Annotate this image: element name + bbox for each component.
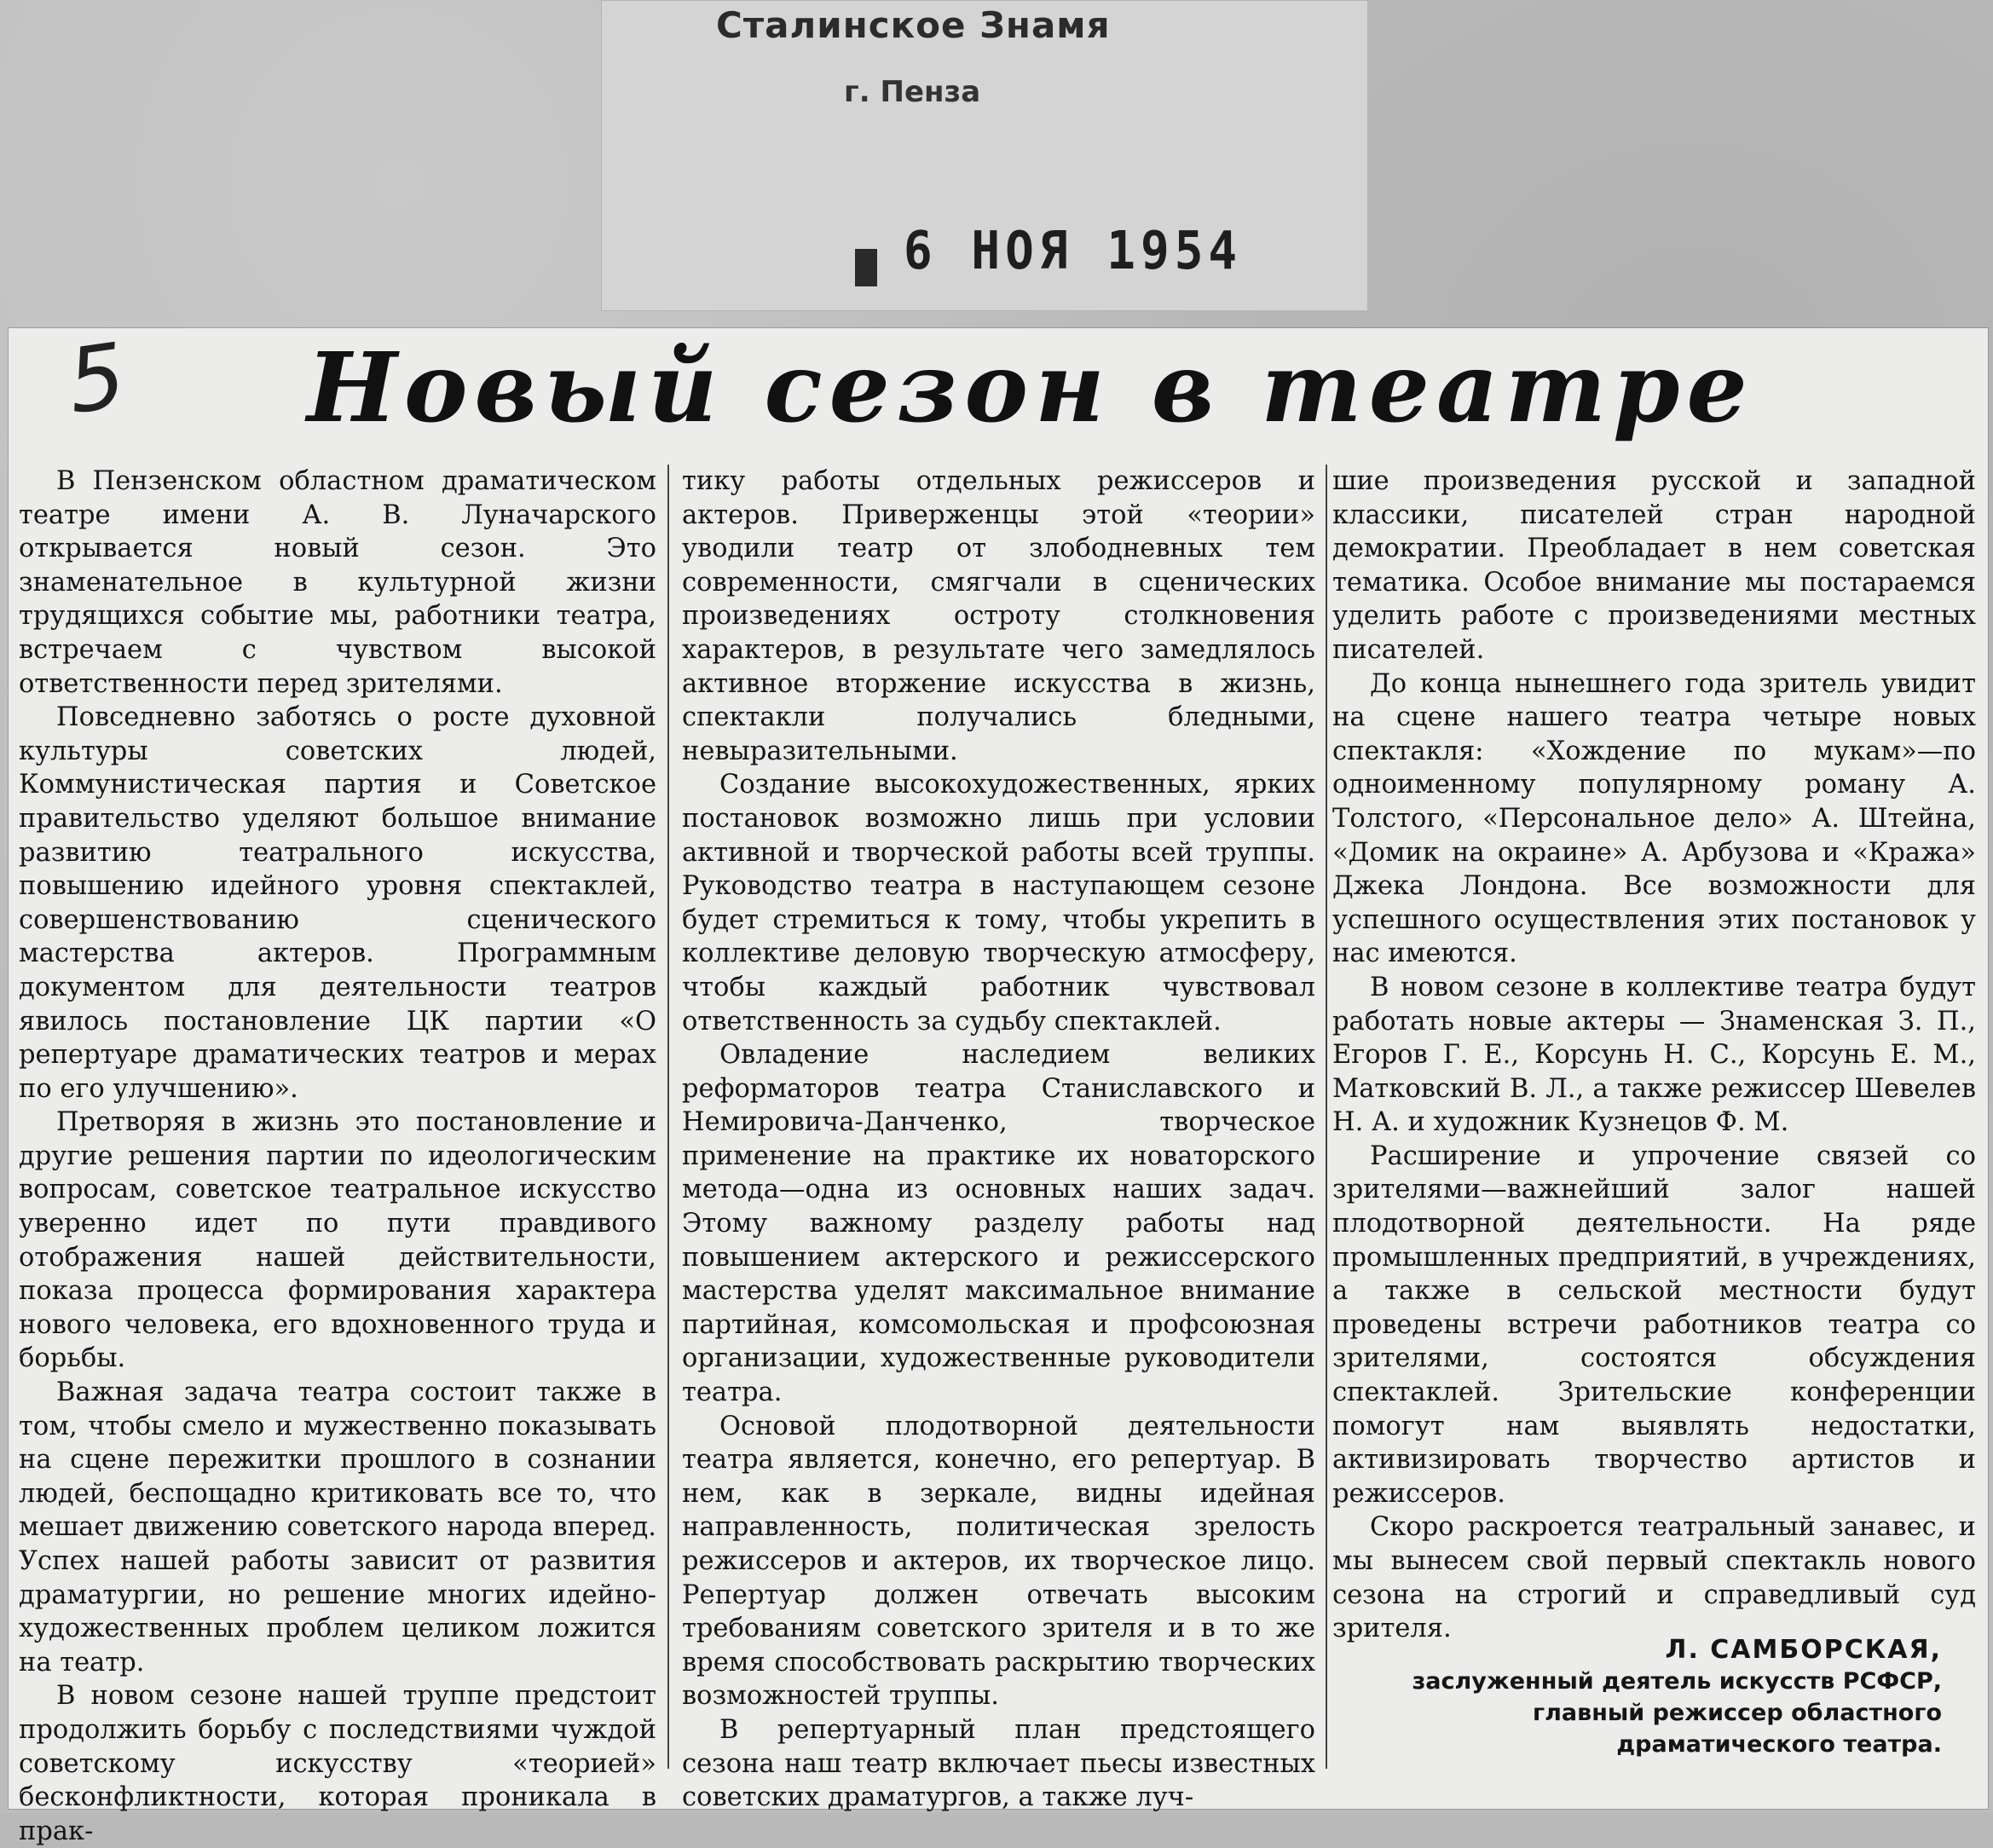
date-stamp-mark — [855, 249, 877, 286]
paragraph: Основой плодотворной деятельности театра является, конечно, его репертуар. В нем, как в зеркале, видны идейная направленность, политическая зрелость режиссеров и актеров, их творческое лицо. Репертуар должен отвечать высоким требованиям советского зрителя и в то же время способствовать раскрытию творческих возможностей труппы. — [682, 1411, 1315, 1712]
author-name: Л. САМБОРСКАЯ, — [1665, 1635, 1942, 1665]
article-column-2 — [682, 465, 1315, 1815]
article-headline: Новый сезон в театре — [307, 332, 1754, 444]
paragraph: В репертуарный план предстоящего сезона наш театр включает пьесы известных советских драматургов, а также луч- — [682, 1714, 1315, 1813]
paragraph: Овладение наследием великих реформаторов театра Станиславского и Немировича-Данченко, творческое применение на практике их новаторского метода—одна из основных наших задач. Этому важному разделу работы над повышением актерского и режиссерского мастерства уделят максимальное внимание партийная, комсомольская и профсоюзная организации, художественные руководители театра. — [682, 1040, 1315, 1408]
paragraph: В Пензенском областном драматическом театре имени А. В. Луначарского открывается новый сезон. Это знаменательное в культурной жизни трудящихся событие мы, работники театра, встречаем с чувством высокой ответственности перед зрителями. — [19, 466, 656, 699]
paragraph: Создание высокохудожественных, ярких постановок возможно лишь при условии активной и творческой работы всей труппы. Руководство театра в наступающем сезоне будет стремиться к тому, чтобы укрепить в коллективе деловую творческую атмосферу, чтобы каждый работник чувствовал ответственность за судьбу спектаклей. — [682, 770, 1315, 1037]
article-column-1 — [19, 465, 656, 1848]
author-title-line: главный режиссер областного — [1533, 1700, 1942, 1726]
paragraph: тику работы отдельных режиссеров и актеров. Приверженцы этой «теории» уводили театр от злободневных тем современности, смягчали в сценических произведениях остроту столкновения характеров, в результате чего замедлялось активное вторжение искусства в жизнь, спектакли получались бледными, невыразительными. — [682, 466, 1315, 766]
handwritten-page-number: 5 — [61, 322, 132, 435]
column-rule — [667, 465, 669, 1769]
paragraph: До конца нынешнего года зритель увидит на сцене нашего театра четыре новых спектакля: «Хождение по мукам»—по одноименному популярному роману А. Толстого, «Персональное дело» А. Штейна, «Домик на окраине» А. Арбузова и «Кража» Джека Лондона. Все возможности для успешного осуществления этих постановок у нас имеются. — [1332, 668, 1976, 969]
paragraph: Скоро раскроется театральный занавес, и мы вынесем свой первый спектакль нового сезона на строгий и справедливый суд зрителя. — [1332, 1512, 1976, 1644]
article-column-3 — [1332, 465, 1976, 1646]
paragraph: В новом сезоне нашей труппе предстоит продолжить борьбу с последствиями чуждой советскому искусству «теорией» бесконфликтности, которая проникала в прак- — [19, 1681, 656, 1846]
paragraph: Претворяя в жизнь это постановление и другие решения партии по идеологическим вопросам, советское театральное искусство уверенно идет по пути правдивого отображения нашей действительности, показа процесса формирования характера нового человека, его вдохновенного труда и борьбы. — [19, 1107, 656, 1374]
date-stamp: 6 НОЯ 1954 — [904, 220, 1243, 282]
author-title-line: драматического театра. — [1616, 1731, 1942, 1758]
author-signature — [1412, 1634, 1942, 1760]
stamp-city: г. Пенза — [844, 75, 981, 109]
paragraph: шие произведения русской и западной классики, писателей стран народной демократии. Преобладает в нем советская тематика. Особое внимание мы постараемся уделить работе с произведениями местных писателей. — [1332, 466, 1976, 665]
paragraph: Важная задача театра состоит также в том, чтобы смело и мужественно показывать на сцене пережитки прошлого в сознании людей, беспощадно критиковать все то, что мешает движению советского народа вперед. Успех нашей работы зависит от развития драматургии, но решение многих идейно-художественных проблем целиком ложится на театр. — [19, 1377, 656, 1678]
author-title-line: заслуженный деятель искусств РСФСР, — [1412, 1668, 1942, 1695]
column-rule — [1326, 465, 1327, 1769]
paragraph: Повседневно заботясь о росте духовной культуры советских людей, Коммунистическая партия и Советское правительство уделяют большое внимание развитию театрального искусства, повышению идейного уровня спектаклей, совершенствованию сценического мастерства актеров. Программным документом для деятельности театров явилось постановление ЦК партии «О репертуаре драматических театров и мерах по его улучшению». — [19, 702, 656, 1104]
paragraph: В новом сезоне в коллективе театра будут работать новые актеры — Знаменская З. П., Егоров Г. Е., Корсунь Н. С., Корсунь Е. М., Матковский В. Л., а также режиссер Шевелев Н. А. и художник Кузнецов Ф. М. — [1332, 972, 1976, 1138]
paragraph: Расширение и упрочение связей со зрителями—важнейший залог нашей плодотворной деятельности. На ряде промышленных предприятий, в учреждениях, а также в сельской местности будут проведены встречи работников театра со зрителями, состоятся обсуждения спектаклей. Зрительские конференции помогут нам выявлять недостатки, активизировать творчество артистов и режиссеров. — [1332, 1141, 1976, 1509]
stamp-newspaper-name: Сталинское Знамя — [716, 4, 1111, 46]
